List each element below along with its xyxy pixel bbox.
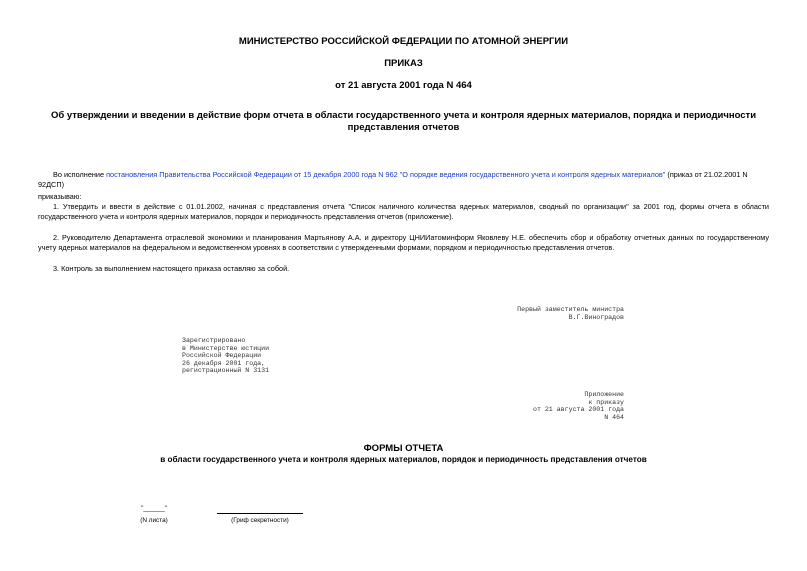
intro-paragraph <box>38 170 769 190</box>
doc-title: Об утверждении и введении в действие форм отчета в области государственного учета и контроля ядерных материалов, порядка и периодичности представления отчетов <box>50 110 757 133</box>
government-decree-link[interactable]: постановления Правительства Российской Федерации от 15 декабря 2000 года N 962 "О порядке ведения государственного учета и контроля ядерных материалов" <box>106 170 666 179</box>
appendix-line: к приказу <box>588 398 624 406</box>
signature-position: Первый заместитель министра <box>517 306 624 313</box>
registration-line: 26 декабря 2001 года, <box>182 359 266 367</box>
forms-title: ФОРМЫ ОТЧЕТА <box>363 443 444 454</box>
appendix-line: от 21 августа 2001 года <box>532 406 624 414</box>
appendix-line: Приложение <box>584 391 624 398</box>
registration-line: в Министерстве юстиции <box>182 344 270 352</box>
secrecy-field-line <box>217 513 303 514</box>
order-item-1: 1. Утвердить и ввести в действие с 01.01.2002, начиная с представления отчета "Список наличного количества ядерных материалов, сводный по организации" за 2001 год, формы отчета в области государственного учета и контроля ядерных материалов, порядок и периодичность представления отчетов (приложение). <box>38 202 769 222</box>
orders-text: приказываю: <box>38 192 82 201</box>
secrecy-label: (Гриф секретности) <box>231 517 289 524</box>
order-item-2: 2. Руководителю Департамента отраслевой экономики и планирования Мартьянову А.А. и директору ЦНИИатоминформ Яковлеву Н.Е. обеспечить сбор и обработку отчетных данных по государственному учету ядерных материалов на федеральном и ведомственном уровнях в соответствии с утвержденными формами, порядком и периодичностью представления отчетов. <box>38 233 769 253</box>
registration-line: Российской Федерации <box>182 352 262 360</box>
sheet-number-mark: "______" <box>141 505 167 512</box>
signature-name: В.Г.Виноградов <box>568 313 624 321</box>
appendix-line: N 464 <box>604 413 624 421</box>
registration-line: регистрационный N 3131 <box>182 367 270 375</box>
registration-line: Зарегистрировано <box>182 337 246 344</box>
doc-date-number: от 21 августа 2001 года N 464 <box>335 80 472 91</box>
appendix-block <box>400 391 624 421</box>
registration-block <box>182 337 269 375</box>
order-item-3: 3. Контроль за выполнением настоящего приказа оставляю за собой. <box>53 264 290 273</box>
ministry-heading: МИНИСТЕРСТВО РОССИЙСКОЙ ФЕДЕРАЦИИ ПО АТОМНОЙ ЭНЕРГИИ <box>238 36 569 47</box>
forms-subtitle: в области государственного учета и контроля ядерных материалов, порядок и периодичность представления отчетов <box>160 455 647 464</box>
intro-prefix: Во исполнение <box>53 170 107 179</box>
signature-block <box>400 306 624 321</box>
doc-type-heading: ПРИКАЗ <box>384 58 423 69</box>
sheet-number-label: (N листа) <box>140 517 168 524</box>
intro-suffix: (приказ от 21.02.2001 N 92ДСП) <box>38 170 748 190</box>
